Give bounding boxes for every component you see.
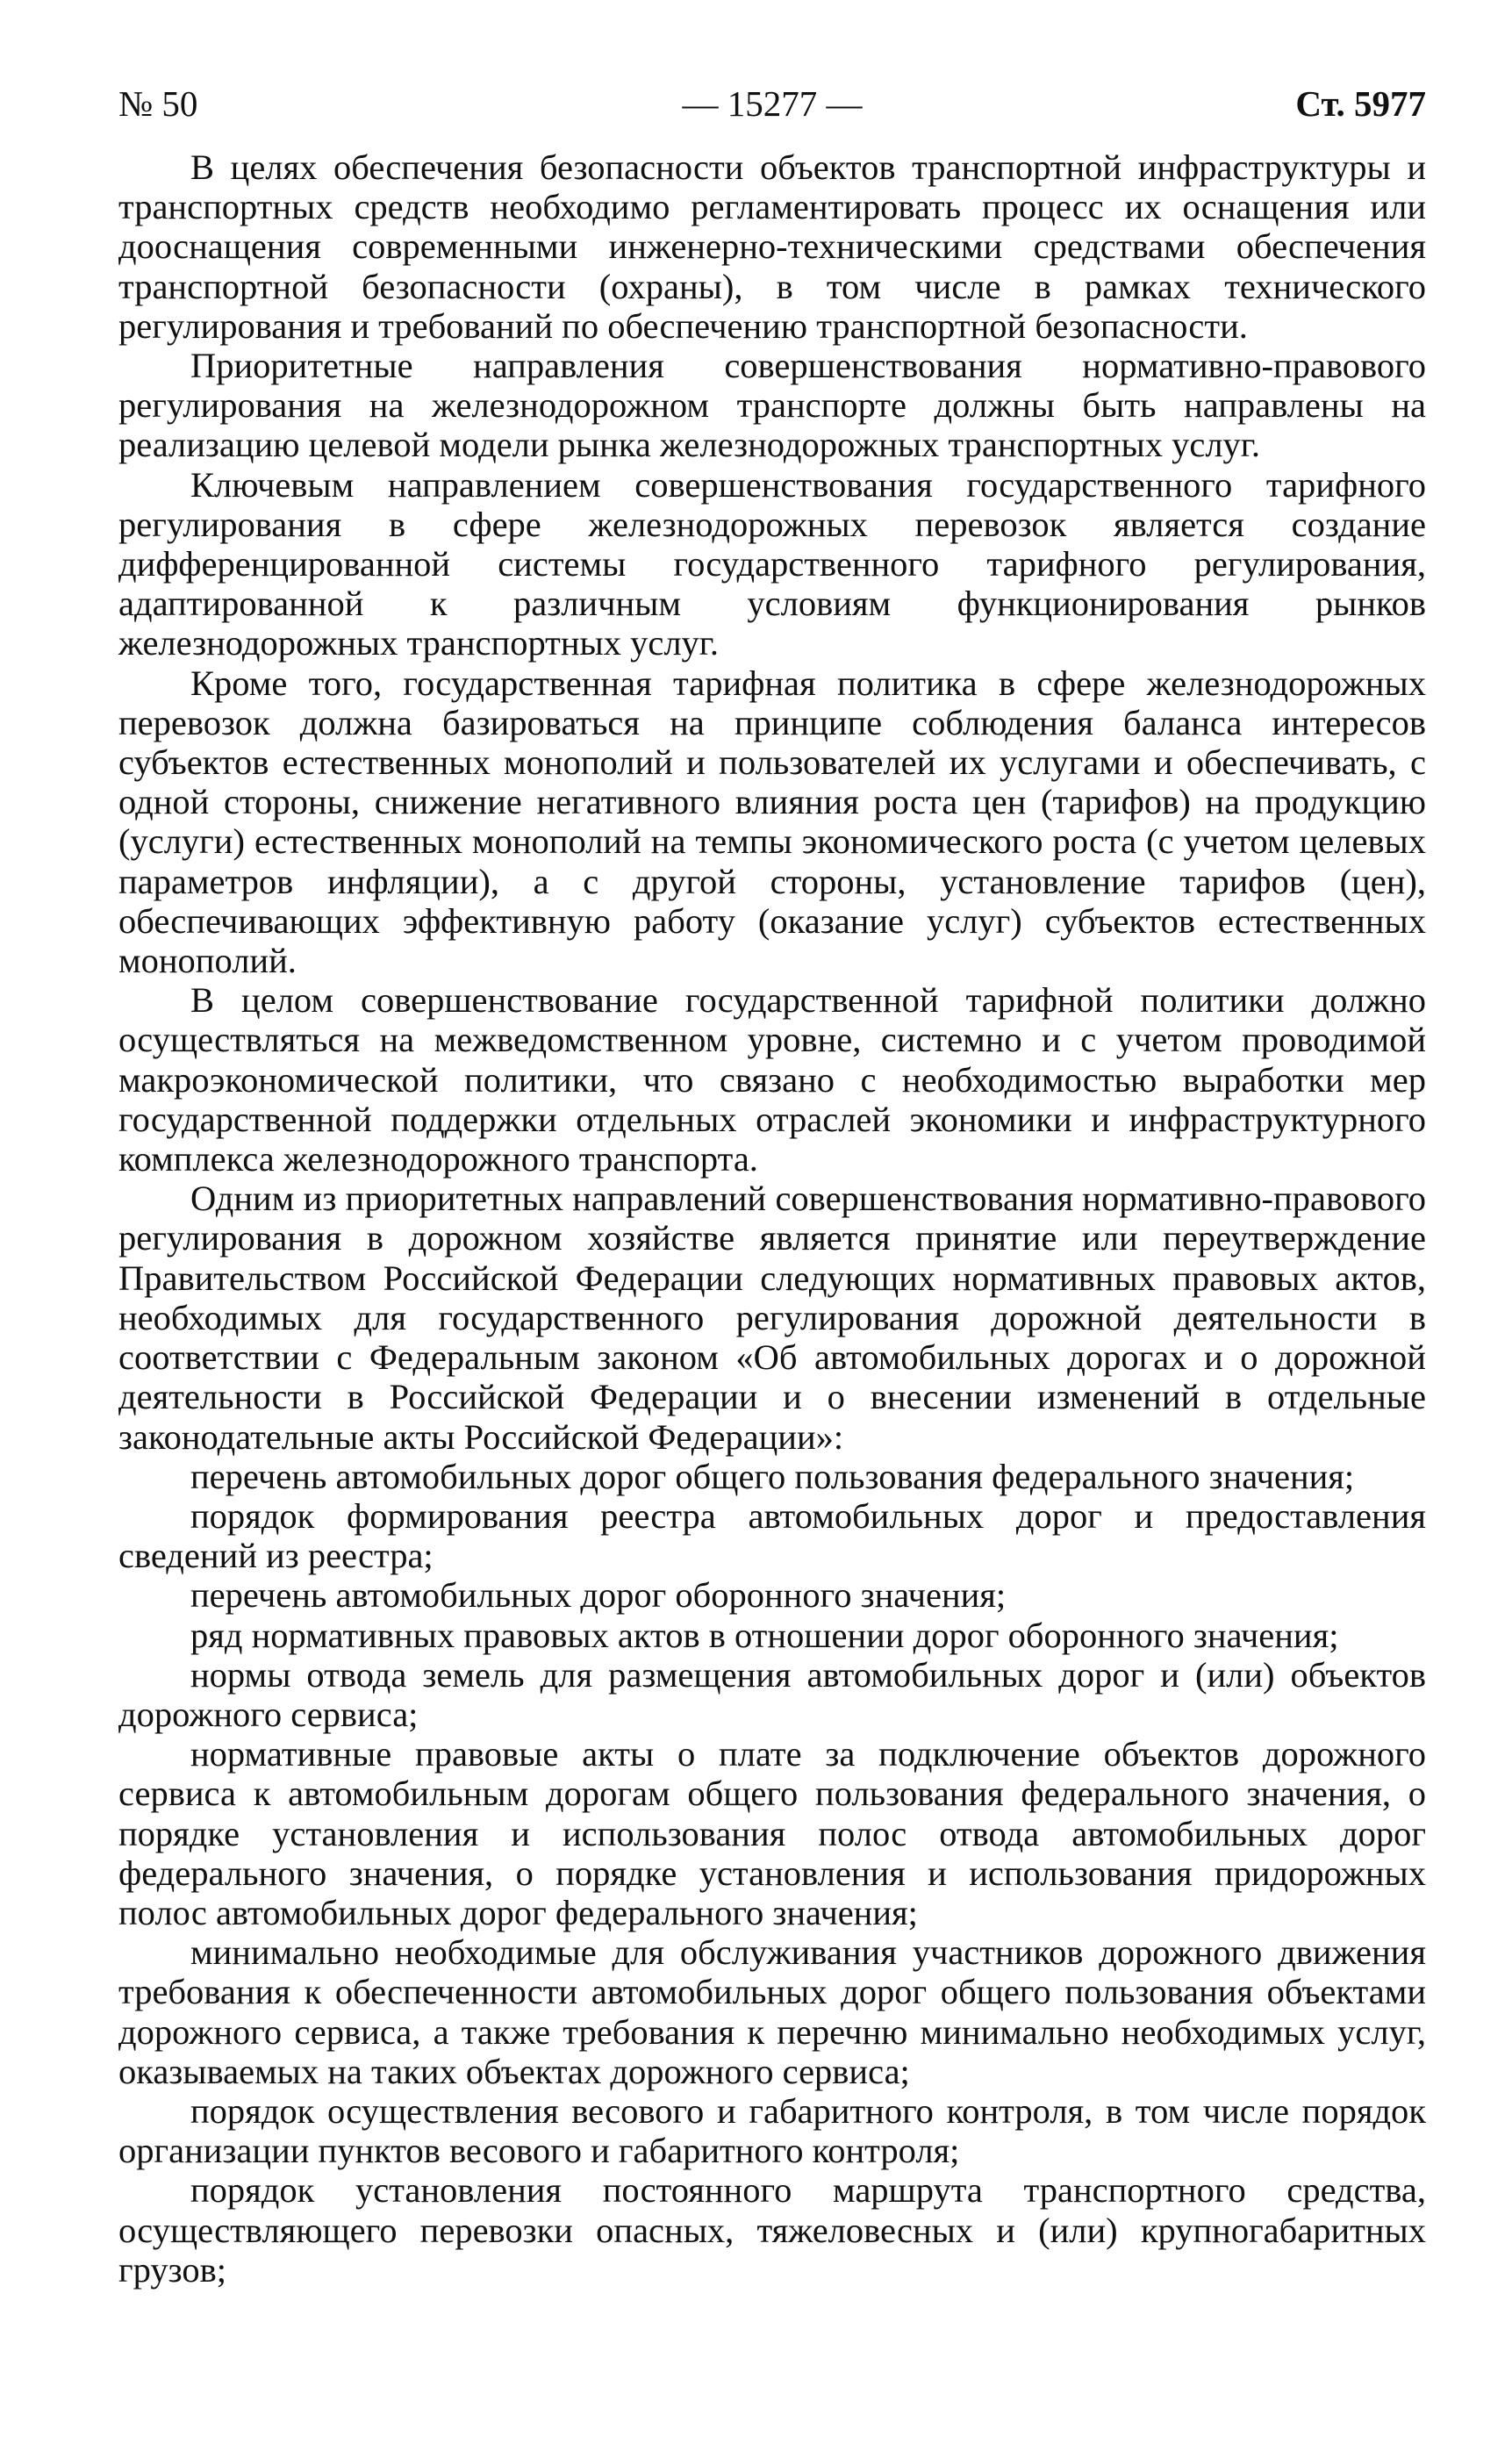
paragraph: Ключевым направлением совершенствования государственного тарифного регулирования в сфере железнодорожных перевозок является создание дифференцированной системы государственного тарифного регулирования, адаптированной к различным условиям функционирования рынков железнодорожных транспортных услуг. xyxy=(118,464,1426,663)
list-item: порядок формирования реестра автомобильных дорог и предоставления сведений из реестра; xyxy=(118,1495,1426,1576)
page-number: — 15277 — xyxy=(682,83,863,124)
paragraph: Кроме того, государственная тарифная политика в сфере железнодорожных перевозок должна базироваться на принципе соблюдения баланса интересов субъектов естественных монополий и пользователей их услугами и обеспечивать, с одной стороны, снижение негативного влияния роста цен (тарифов) на продукцию (услуги) естественных монополий на темпы экономического роста (с учетом целевых параметров инфляции), а с другой стороны, установление тарифов (цен), обеспечивающих эффективную работу (оказание услуг) субъектов естественных монополий. xyxy=(118,663,1426,981)
list-item: перечень автомобильных дорог оборонного значения; xyxy=(190,1575,1007,1616)
paragraph: В целом совершенствование государственной тарифной политики должно осуществляться на межведомственном уровне, системно и с учетом проводимой макроэкономической политики, что связано с необходимостью выработки мер государственной поддержки отдельных отраслей экономики и инфраструктурного комплекса железнодорожного транспорта. xyxy=(118,980,1426,1179)
page-header xyxy=(118,77,1426,139)
list-item: ряд нормативных правовых актов в отношении дорог оборонного значения; xyxy=(190,1615,1339,1655)
document-body xyxy=(118,147,1426,2290)
article-number: Ст. 5977 xyxy=(1295,83,1426,124)
list-item: нормативные правовые акты о плате за подключение объектов дорожного сервиса к автомобильным дорогам общего пользования федерального значения, о порядке установления и использования полос отвода автомобильных дорог федерального значения, о порядке установления и использования придорожных полос автомобильных дорог федерального значения; xyxy=(118,1734,1426,1932)
list-item: порядок осуществления весового и габаритного контроля, в том числе порядок организации пунктов весового и габаритного контроля; xyxy=(118,2090,1426,2171)
list-item: перечень автомобильных дорог общего пользования федерального значения; xyxy=(190,1456,1355,1496)
paragraph: Одним из приоритетных направлений совершенствования нормативно-правового регулирования в дорожном хозяйстве является принятие или переутверждение Правительством Российской Федерации следующих нормативных правовых актов, необходимых для государственного регулирования дорожной деятельности в соответствии с Федеральным законом «Об автомобильных дорогах и о дорожной деятельности в Российской Федерации и о внесении изменений в отдельные законодательные акты Российской Федерации»: xyxy=(118,1179,1426,1457)
issue-number: № 50 xyxy=(118,83,198,124)
list-item: порядок установления постоянного маршрута транспортного средства, осуществляющего перевозки опасных, тяжеловесных и (или) крупногабаритных грузов; xyxy=(118,2170,1426,2290)
list-item: минимально необходимые для обслуживания участников дорожного движения требования к обеспеченности автомобильных дорог общего пользования объектами дорожного сервиса, а также требования к перечню минимально необходимых услуг, оказываемых на таких объектах дорожного сервиса; xyxy=(118,1932,1426,2091)
paragraph: В целях обеспечения безопасности объектов транспортной инфраструктуры и транспортных средств необходимо регламентировать процесс их оснащения или дооснащения современными инженерно-техническими средствами обеспечения транспортной безопасности (охраны), в том числе в рамках технического регулирования и требований по обеспечению транспортной безопасности. xyxy=(118,147,1426,346)
list-item: нормы отвода земель для размещения автомобильных дорог и (или) объектов дорожного сервиса; xyxy=(118,1654,1426,1734)
paragraph: Приоритетные направления совершенствования нормативно-правового регулирования на железнодорожном транспорте должны быть направлены на реализацию целевой модели рынка железнодорожных транспортных услуг. xyxy=(118,346,1426,465)
